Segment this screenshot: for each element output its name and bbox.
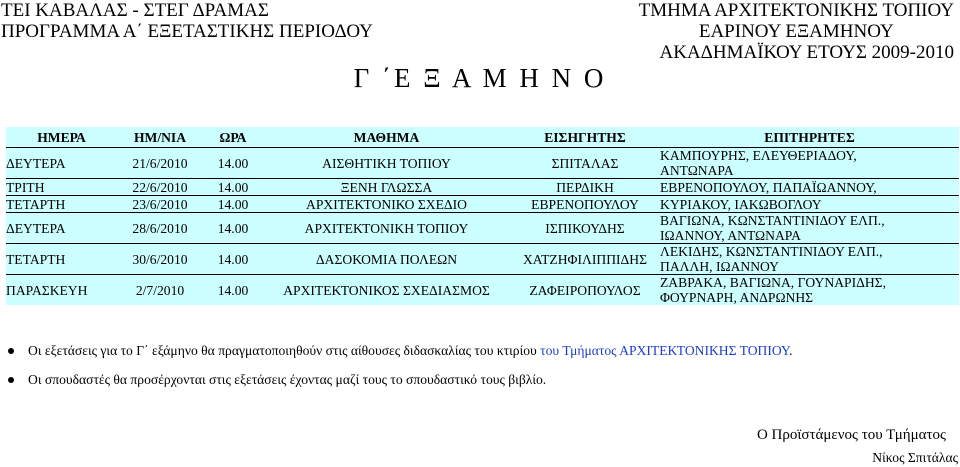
table-row [6,213,959,244]
semester-name: ΕΑΡΙΝΟΥ ΕΞΑΜΗΝΟΥ [698,21,894,42]
column-header-course: ΜΑΘΗΜΑ [263,127,510,148]
semester-title: Γ ΄Ε Ξ Α Μ Η Ν Ο [353,63,607,93]
cell-supervisors [660,179,959,196]
cell-time: 14.00 [217,282,249,298]
supervisors-line: ΖΑΒΡΑΚΑ, ΒΑΓΙΩΝΑ, ΓΟΥΝΑΡΙΔΗΣ, [660,275,886,290]
cell-date: 28/6/2010 [132,220,188,236]
cell-course: ΔΑΣΟΚΟΜΙΑ ΠΟΛΕΩΝ [315,251,458,267]
column-header-supervisors: ΕΠΙΤΗΡΗΤΕΣ [660,127,959,148]
cell-day: ΠΑΡΑΣΚΕΥΗ [6,282,88,298]
cell-course: ΑΡΧΙΤΕΚΤΟΝΙΚΟ ΣΧΕΔΙΟ [306,196,467,212]
cell-supervisors [660,244,959,275]
cell-course: ΑΡΧΙΤΕΚΤΟΝΙΚΟΣ ΣΧΕΔΙΑΣΜΟΣ [283,282,490,298]
exam-schedule-table [6,127,959,305]
cell-course: ΑΡΧΙΤΕΚΤΟΝΙΚΗ ΤΟΠΙΟΥ [304,220,469,236]
cell-supervisors [660,148,959,179]
note-highlight: του Τμήματος ΑΡΧΙΤΕΚΤΟΝΙΚΗΣ ΤΟΠΙΟΥ [540,343,790,358]
column-header-date: ΗΜ/ΝΙΑ [117,127,203,148]
cell-professor: ΠΕΡΔΙΚΗ [556,179,614,195]
cell-professor: ΖΑΦΕΙΡΟΠΟΥΛΟΣ [529,282,641,298]
list-item [8,372,793,388]
column-header-time: ΩΡΑ [203,127,263,148]
cell-time: 14.00 [217,251,249,267]
cell-date: 2/7/2010 [135,282,185,298]
list-item [8,343,793,359]
cell-time: 14.00 [217,220,249,236]
header-right [639,0,954,63]
academic-year: ΑΚΑΔΗΜΑΪΚΟΥ ΕΤΟΥΣ 2009-2010 [659,42,954,63]
table-row [6,179,959,196]
cell-date: 22/6/2010 [132,179,188,195]
cell-supervisors [660,196,959,213]
supervisors-line: ΠΑΛΛΗ, ΙΩΑΝΝΟΥ [660,259,779,274]
cell-supervisors [660,213,959,244]
bullet-icon [8,377,14,383]
cell-course: ΑΙΣΘΗΤΙΚΗ ΤΟΠΙΟΥ [322,155,451,171]
column-header-professor: ΕΙΣΗΓΗΤΗΣ [510,127,660,148]
table-header-row [6,127,959,148]
cell-day: ΔΕΥΤΕΡΑ [6,220,66,236]
cell-time: 14.00 [217,196,249,212]
table-row [6,244,959,275]
table-row [6,275,959,306]
cell-day: ΔΕΥΤΕΡΑ [6,155,66,171]
cell-date: 23/6/2010 [132,196,188,212]
cell-professor: ΣΠΙΤΑΛΑΣ [551,155,619,171]
table-row [6,196,959,213]
notes-list [8,343,793,401]
note-text-end: . [789,343,793,358]
supervisors-line: ΦΟΥΡΝΑΡΗ, ΑΝΔΡΩΝΗΣ [660,290,814,305]
program-title: ΠΡΟΓΡΑΜΜΑ Α΄ ΕΞΕΤΑΣΤΙΚΗΣ ΠΕΡΙΟΔΟΥ [1,21,373,42]
signature-title: Ο Προϊστάμενος του Τμήματος [756,427,946,443]
cell-date: 30/6/2010 [132,251,188,267]
note-text: Οι εξετάσεις για το Γ΄ εξάμηνο θα πραγματοποιηθούν στις αίθουσες διδασκαλίας του κτιρίου [28,343,541,358]
supervisors-line: ΛΕΚΙΔΗΣ, ΚΩΝΣΤΑΝΤΙΝΙΔΟΥ ΕΛΠ., [660,244,883,259]
note-text: Οι σπουδαστές θα προσέρχονται στις εξετάσεις έχοντας μαζί τους το σπουδαστικό τους βιβλίο. [28,372,547,387]
supervisors-line: ΕΒΡΕΝΟΠΟΥΛΟΥ, ΠΑΠΑΪΩΑΝΝΟΥ, [660,179,877,195]
supervisors-line: ΚΑΜΠΟΥΡΗΣ, ΕΛΕΥΘΕΡΙΑΔΟΥ, [660,148,857,163]
table-row [6,148,959,179]
cell-time: 14.00 [217,179,249,195]
supervisors-line: ΚΥΡΙΑΚΟΥ, ΙΑΚΩΒΟΓΛΟΥ [660,196,822,212]
cell-course: ΞΕΝΗ ΓΛΩΣΣΑ [340,179,433,195]
department-name: ΤΜΗΜΑ ΑΡΧΙΤΕΚΤΟΝΙΚΗΣ ΤΟΠΙΟΥ [638,0,954,21]
cell-supervisors [660,275,959,306]
cell-date: 21/6/2010 [132,155,188,171]
cell-day: ΤΕΤΑΡΤΗ [6,196,66,212]
bullet-icon [8,348,14,354]
cell-professor: ΕΒΡΕΝΟΠΟΥΛΟΥ [531,196,639,212]
column-header-day: ΗΜΕΡΑ [6,127,117,148]
cell-professor: ΙΣΠΙΚΟΥΔΗΣ [545,220,625,236]
cell-day: ΤΡΙΤΗ [6,179,45,195]
institution-name: ΤΕΙ ΚΑΒΑΛΑΣ - ΣΤΕΓ ΔΡΑΜΑΣ [1,0,269,21]
header-left [1,0,373,42]
supervisors-line: ΑΝΤΩΝΑΡΑ [660,163,734,178]
signature-name: Νίκος Σπιτάλας [872,450,958,465]
cell-day: ΤΕΤΑΡΤΗ [6,251,66,267]
cell-time: 14.00 [217,155,249,171]
supervisors-line: ΙΩΑΝΝΟΥ, ΑΝΤΩΝΑΡΑ [660,228,801,243]
cell-professor: ΧΑΤΖΗΦΙΛΙΠΠΙΔΗΣ [522,251,648,267]
supervisors-line: ΒΑΓΙΩΝΑ, ΚΩΝΣΤΑΝΤΙΝΙΔΟΥ ΕΛΠ., [660,213,885,228]
